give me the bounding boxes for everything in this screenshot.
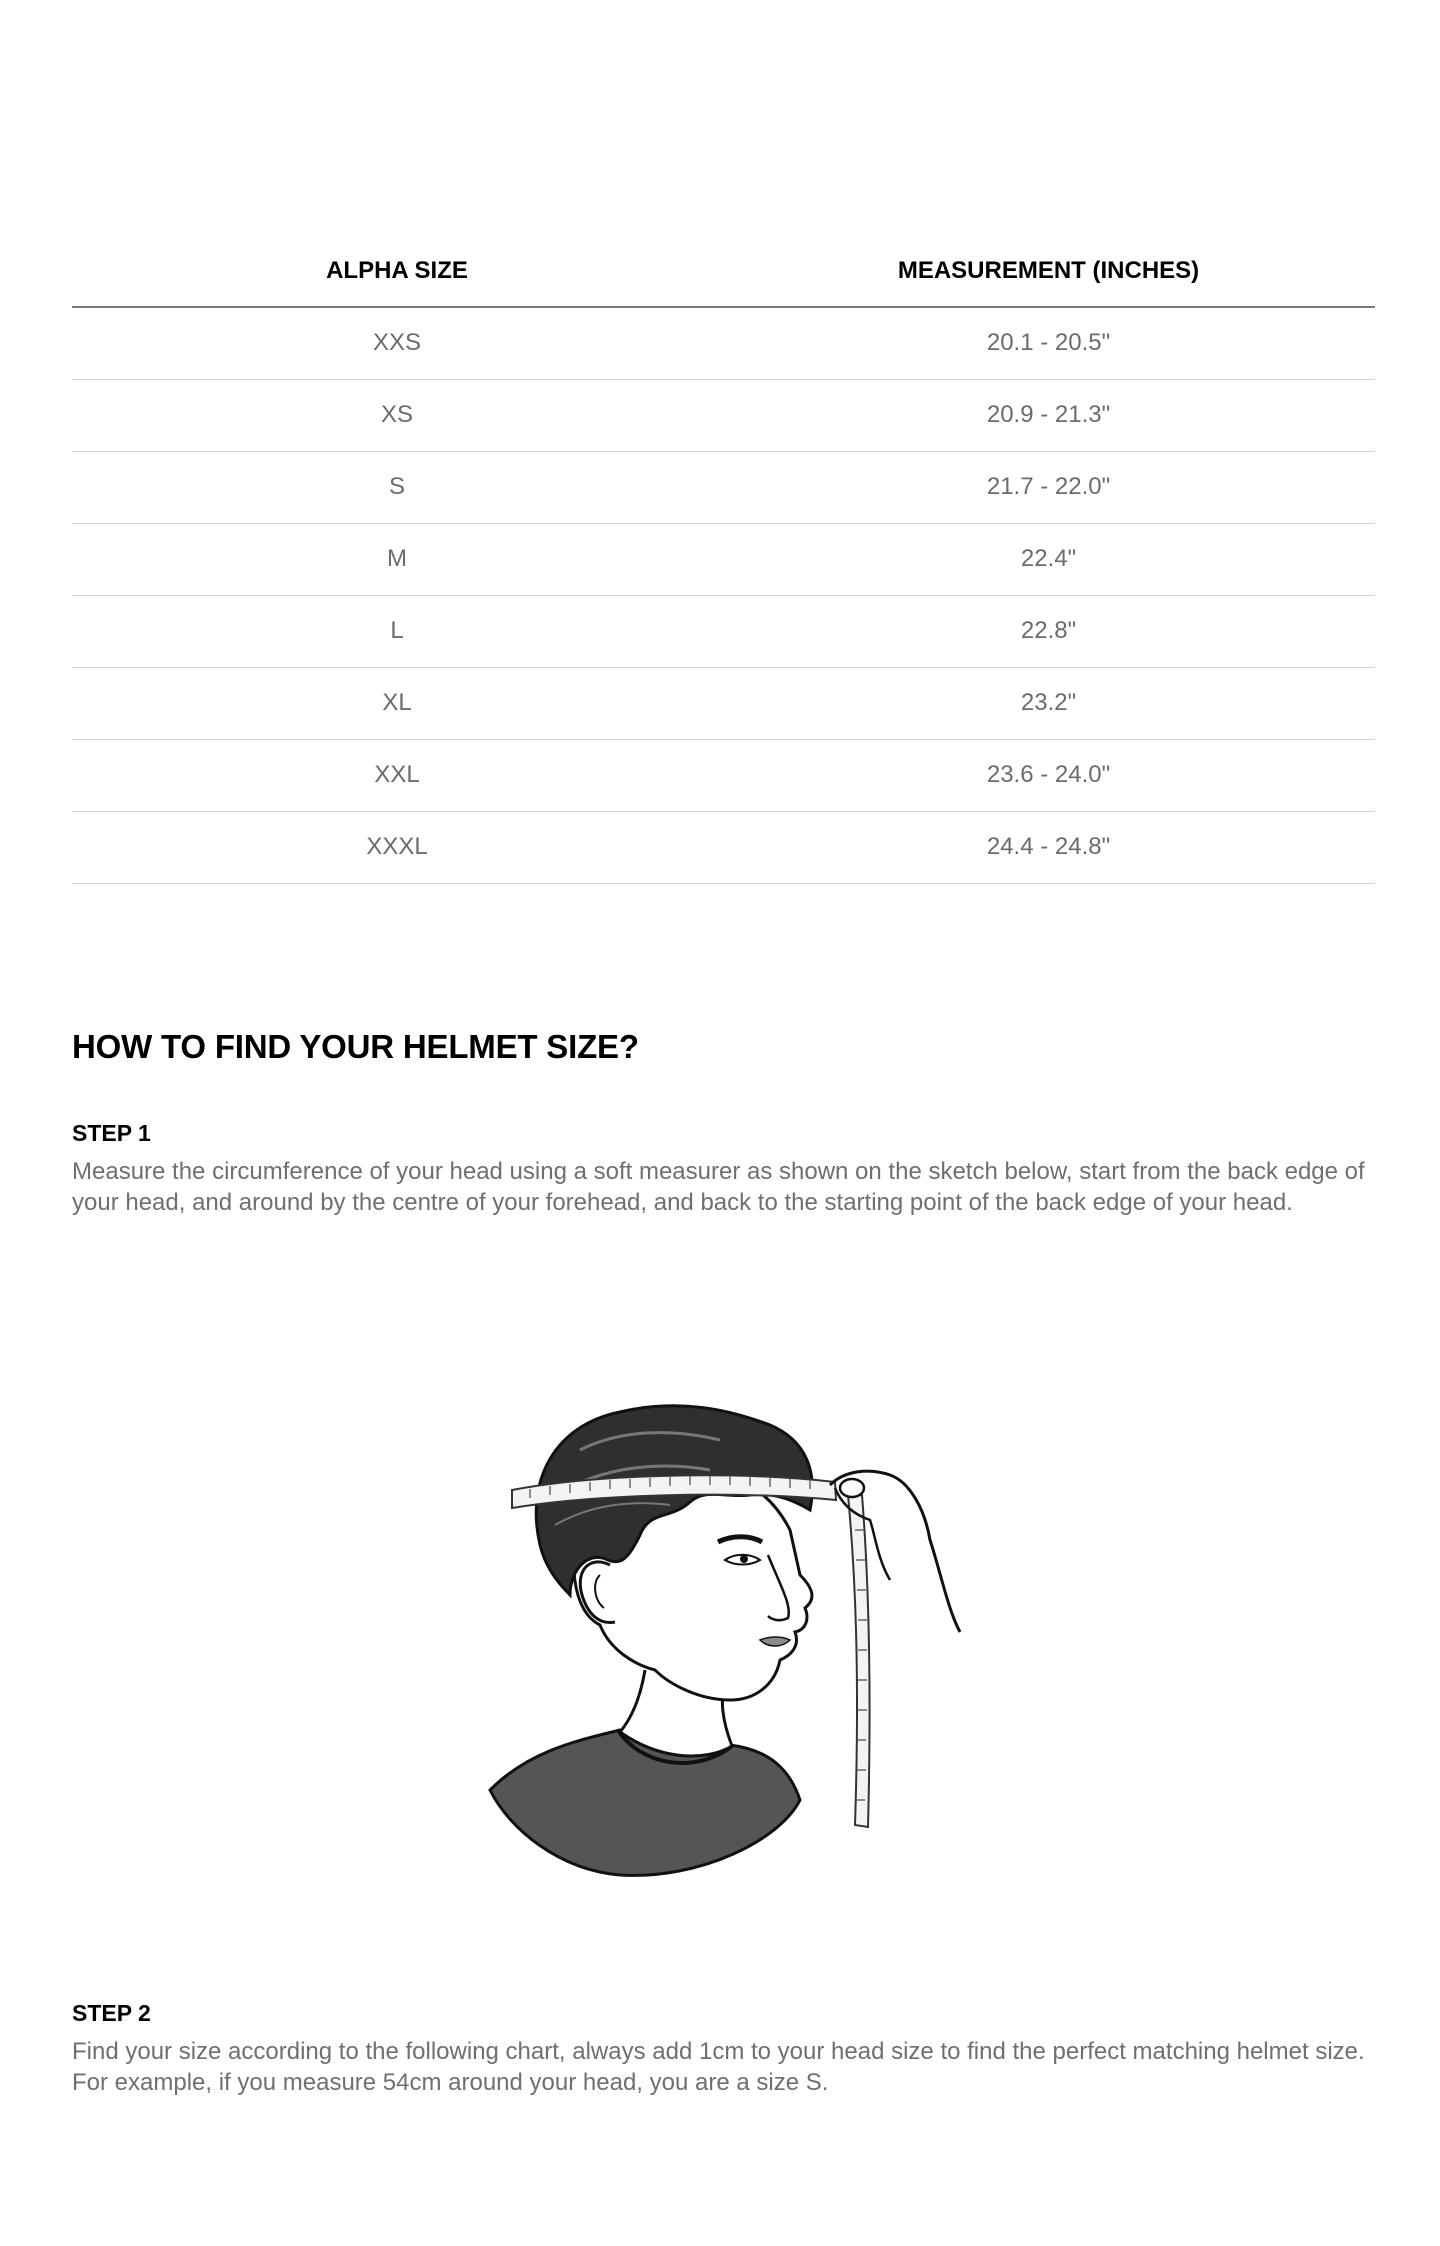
table-row <box>72 451 1375 523</box>
size-chart-table <box>72 235 1375 884</box>
step2-label: STEP 2 <box>72 2000 151 2026</box>
table-row <box>72 379 1375 451</box>
measurement-cell: 22.4" <box>722 523 1375 595</box>
table-row <box>72 739 1375 811</box>
size-cell: S <box>72 451 722 523</box>
measurement-cell: 23.2" <box>722 667 1375 739</box>
size-cell: XXS <box>72 307 722 379</box>
measurement-cell: 20.9 - 21.3" <box>722 379 1375 451</box>
step2-text: Find your size according to the following chart, always add 1cm to your head size to find the perfect matching helmet size. For example, if you measure 54cm around your head, you are a size S. <box>72 2038 1365 2096</box>
measurement-cell: 20.1 - 20.5" <box>722 307 1375 379</box>
measurement-cell: 23.6 - 24.0" <box>722 739 1375 811</box>
step1-text: Measure the circumference of your head using a soft measurer as shown on the sketch below, start from the back edge of your head, and around by the centre of your forehead, and back to the starting point of the back edge of your head. <box>72 1158 1365 1216</box>
table-row <box>72 523 1375 595</box>
step1-label: STEP 1 <box>72 1120 151 1146</box>
table-row <box>72 667 1375 739</box>
measurement-cell: 22.8" <box>722 595 1375 667</box>
table-row <box>72 595 1375 667</box>
size-cell: XL <box>72 667 722 739</box>
size-cell: XS <box>72 379 722 451</box>
measurement-cell: 21.7 - 22.0" <box>722 451 1375 523</box>
head-measurement-sketch-icon <box>470 1370 990 1890</box>
size-cell: XXL <box>72 739 722 811</box>
size-cell: L <box>72 595 722 667</box>
section-title: HOW TO FIND YOUR HELMET SIZE? <box>72 1028 639 1065</box>
size-cell: M <box>72 523 722 595</box>
measurement-cell: 24.4 - 24.8" <box>722 811 1375 883</box>
header-alpha-size: ALPHA SIZE <box>72 235 722 307</box>
table-row <box>72 811 1375 883</box>
table-header-row <box>72 235 1375 307</box>
table-row <box>72 307 1375 379</box>
size-cell: XXXL <box>72 811 722 883</box>
header-measurement: MEASUREMENT (INCHES) <box>722 235 1375 307</box>
